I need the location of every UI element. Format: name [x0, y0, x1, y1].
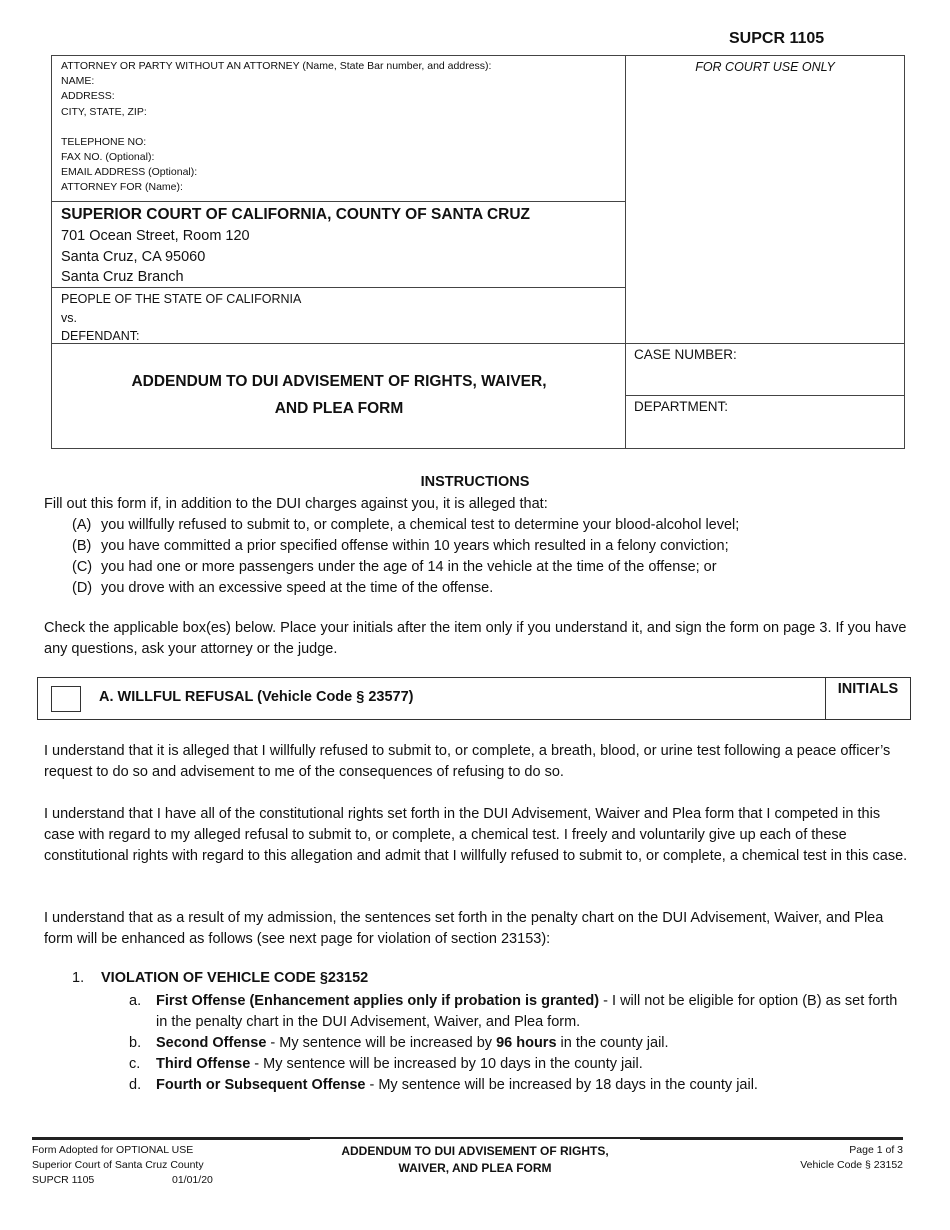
attorney-telephone-field[interactable]: TELEPHONE NO: [61, 135, 147, 148]
court-name: SUPERIOR COURT OF CALIFORNIA, COUNTY OF SANTA CRUZ [61, 206, 531, 223]
plaintiff-label: PEOPLE OF THE STATE OF CALIFORNIA [61, 292, 302, 306]
offense-label: a. [129, 993, 142, 1009]
section-a-initials-field[interactable]: INITIALS [825, 678, 910, 719]
offense-item [129, 991, 912, 1033]
section-a-paragraph-3: I understand that as a result of my admission, the sentences set forth in the penalty chart on the DUI Advisement, Waiver, and Plea form will be enhanced as follows (see next page for violation of section 23153): [44, 910, 884, 947]
court-block [52, 202, 626, 288]
caption-box [51, 55, 905, 449]
footer-statute: Vehicle Code § 23152 [800, 1158, 903, 1171]
footer-form-code: SUPCR 1105 [32, 1173, 95, 1186]
attorney-city-field[interactable]: CITY, STATE, ZIP: [61, 105, 147, 118]
offense-item [129, 1033, 912, 1054]
instruction-item [72, 578, 912, 599]
court-use-only: FOR COURT USE ONLY [626, 56, 904, 344]
offense-title: Third Offense [156, 1056, 251, 1072]
versus-label: vs. [61, 310, 77, 325]
case-number-field[interactable]: CASE NUMBER: [626, 344, 904, 396]
offense-title: Second Offense [156, 1035, 267, 1051]
offense-item [129, 1054, 912, 1075]
offense-text: - My sentence will be increased by [266, 1035, 497, 1051]
page-number: Page 1 of 3 [849, 1144, 903, 1156]
instruction-text: you had one or more passengers under the age of 14 in the vehicle at the time of the offense; or [101, 559, 717, 575]
form-title-line2: AND PLEA FORM [274, 400, 404, 417]
violation-heading [72, 970, 368, 986]
footer-adopted: Form Adopted for OPTIONAL USE [32, 1144, 194, 1156]
offense-text: - I will not be eligible for option (B) as set forth in the penalty chart in the DUI Advisement, Waiver, and Plea form. [156, 993, 898, 1030]
footer-left [32, 1143, 213, 1187]
instruction-text: you drove with an excessive speed at the time of the offense. [101, 580, 494, 596]
footer-title [310, 1143, 640, 1177]
footer-court: Superior Court of Santa Cruz County [32, 1158, 204, 1171]
footer-right [700, 1143, 903, 1173]
offense-duration: 96 hours [496, 1035, 557, 1051]
check-instructions: Check the applicable box(es) below. Place your initials after the item only if you understand it, and sign the form on page 3. If you have any questions, ask your attorney or the judge. [44, 620, 907, 657]
instructions-title: INSTRUCTIONS [420, 474, 530, 490]
instruction-label: (B) [72, 538, 92, 554]
parties-block [52, 288, 626, 344]
attorney-block [52, 56, 626, 202]
instruction-item [72, 536, 912, 557]
instruction-text: you have committed a prior specified offense within 10 years which resulted in a felony conviction; [101, 538, 729, 554]
caption-right [626, 56, 904, 448]
instruction-label: (A) [72, 517, 92, 533]
attorney-heading: ATTORNEY OR PARTY WITHOUT AN ATTORNEY (Name, State Bar number, and address): [61, 60, 492, 72]
instruction-text: you willfully refused to submit to, or complete, a chemical test to determine your blood-alcohol level; [101, 517, 740, 533]
section-a-bar [37, 677, 911, 720]
section-a-title: A. WILLFUL REFUSAL (Vehicle Code § 23577) [99, 689, 414, 705]
violation-number: 1. [72, 970, 85, 986]
department-field[interactable]: DEPARTMENT: [634, 399, 729, 414]
offense-item [129, 1075, 912, 1096]
instructions-intro: Fill out this form if, in addition to the DUI charges against you, it is alleged that: [44, 496, 548, 512]
instruction-item [72, 557, 912, 578]
footer-date: 01/01/20 [172, 1173, 213, 1186]
footer-rule-center [310, 1137, 640, 1139]
footer-rule-left [32, 1137, 310, 1140]
footer-rule-right [640, 1137, 903, 1140]
attorney-name-field[interactable]: NAME: [61, 75, 95, 88]
court-city: Santa Cruz, CA 95060 [61, 248, 206, 265]
court-branch: Santa Cruz Branch [61, 269, 184, 285]
section-a-paragraph-2: I understand that I have all of the constitutional rights set forth in the DUI Advisement, Waiver and Plea form that I competed in this case with regard to my alleged refusal to submit to, or complete, a chemical test. I freely and voluntarily give up each of these constitutional rights with regard to this allegation and admit that I willfully refused to submit to, or complete, a chemical test in this case. [44, 806, 908, 864]
footer-title-line2: WAIVER, AND PLEA FORM [398, 1161, 552, 1175]
form-code: SUPCR 1105 [729, 30, 825, 47]
offense-text-end: in the county jail. [556, 1035, 669, 1051]
form-title [52, 344, 626, 448]
attorney-email-field[interactable]: EMAIL ADDRESS (Optional): [61, 166, 198, 179]
attorney-address-field[interactable]: ADDRESS: [61, 90, 115, 103]
section-a-paragraph-1: I understand that it is alleged that I willfully refused to submit to, or complete, a breath, blood, or urine test following a peace officer’s request to do so and advisement to me of the consequences of refusing to do so. [44, 743, 891, 780]
instruction-label: (D) [72, 580, 93, 596]
offense-title: Fourth or Subsequent Offense [156, 1077, 366, 1093]
offense-label: b. [129, 1035, 142, 1051]
offense-label: d. [129, 1077, 142, 1093]
court-street: 701 Ocean Street, Room 120 [61, 228, 250, 244]
caption-left [52, 56, 626, 448]
form-title-line1: ADDENDUM TO DUI ADVISEMENT OF RIGHTS, WAIVER, [131, 373, 547, 390]
offense-text: - My sentence will be increased by 10 days in the county jail. [250, 1056, 643, 1072]
defendant-field[interactable]: DEFENDANT: [61, 329, 140, 343]
violation-title: VIOLATION OF VEHICLE CODE §23152 [101, 970, 369, 986]
instruction-item [72, 515, 912, 536]
offense-title: First Offense (Enhancement applies only if probation is granted) [156, 993, 600, 1009]
footer-title-line1: ADDENDUM TO DUI ADVISEMENT OF RIGHTS, [341, 1144, 609, 1158]
offense-text: - My sentence will be increased by 18 days in the county jail. [365, 1077, 758, 1093]
attorney-for-field[interactable]: ATTORNEY FOR (Name): [61, 181, 183, 194]
section-a-checkbox[interactable] [51, 686, 81, 712]
attorney-fax-field[interactable]: FAX NO. (Optional): [61, 151, 155, 164]
instruction-label: (C) [72, 559, 93, 575]
offense-label: c. [129, 1056, 141, 1072]
